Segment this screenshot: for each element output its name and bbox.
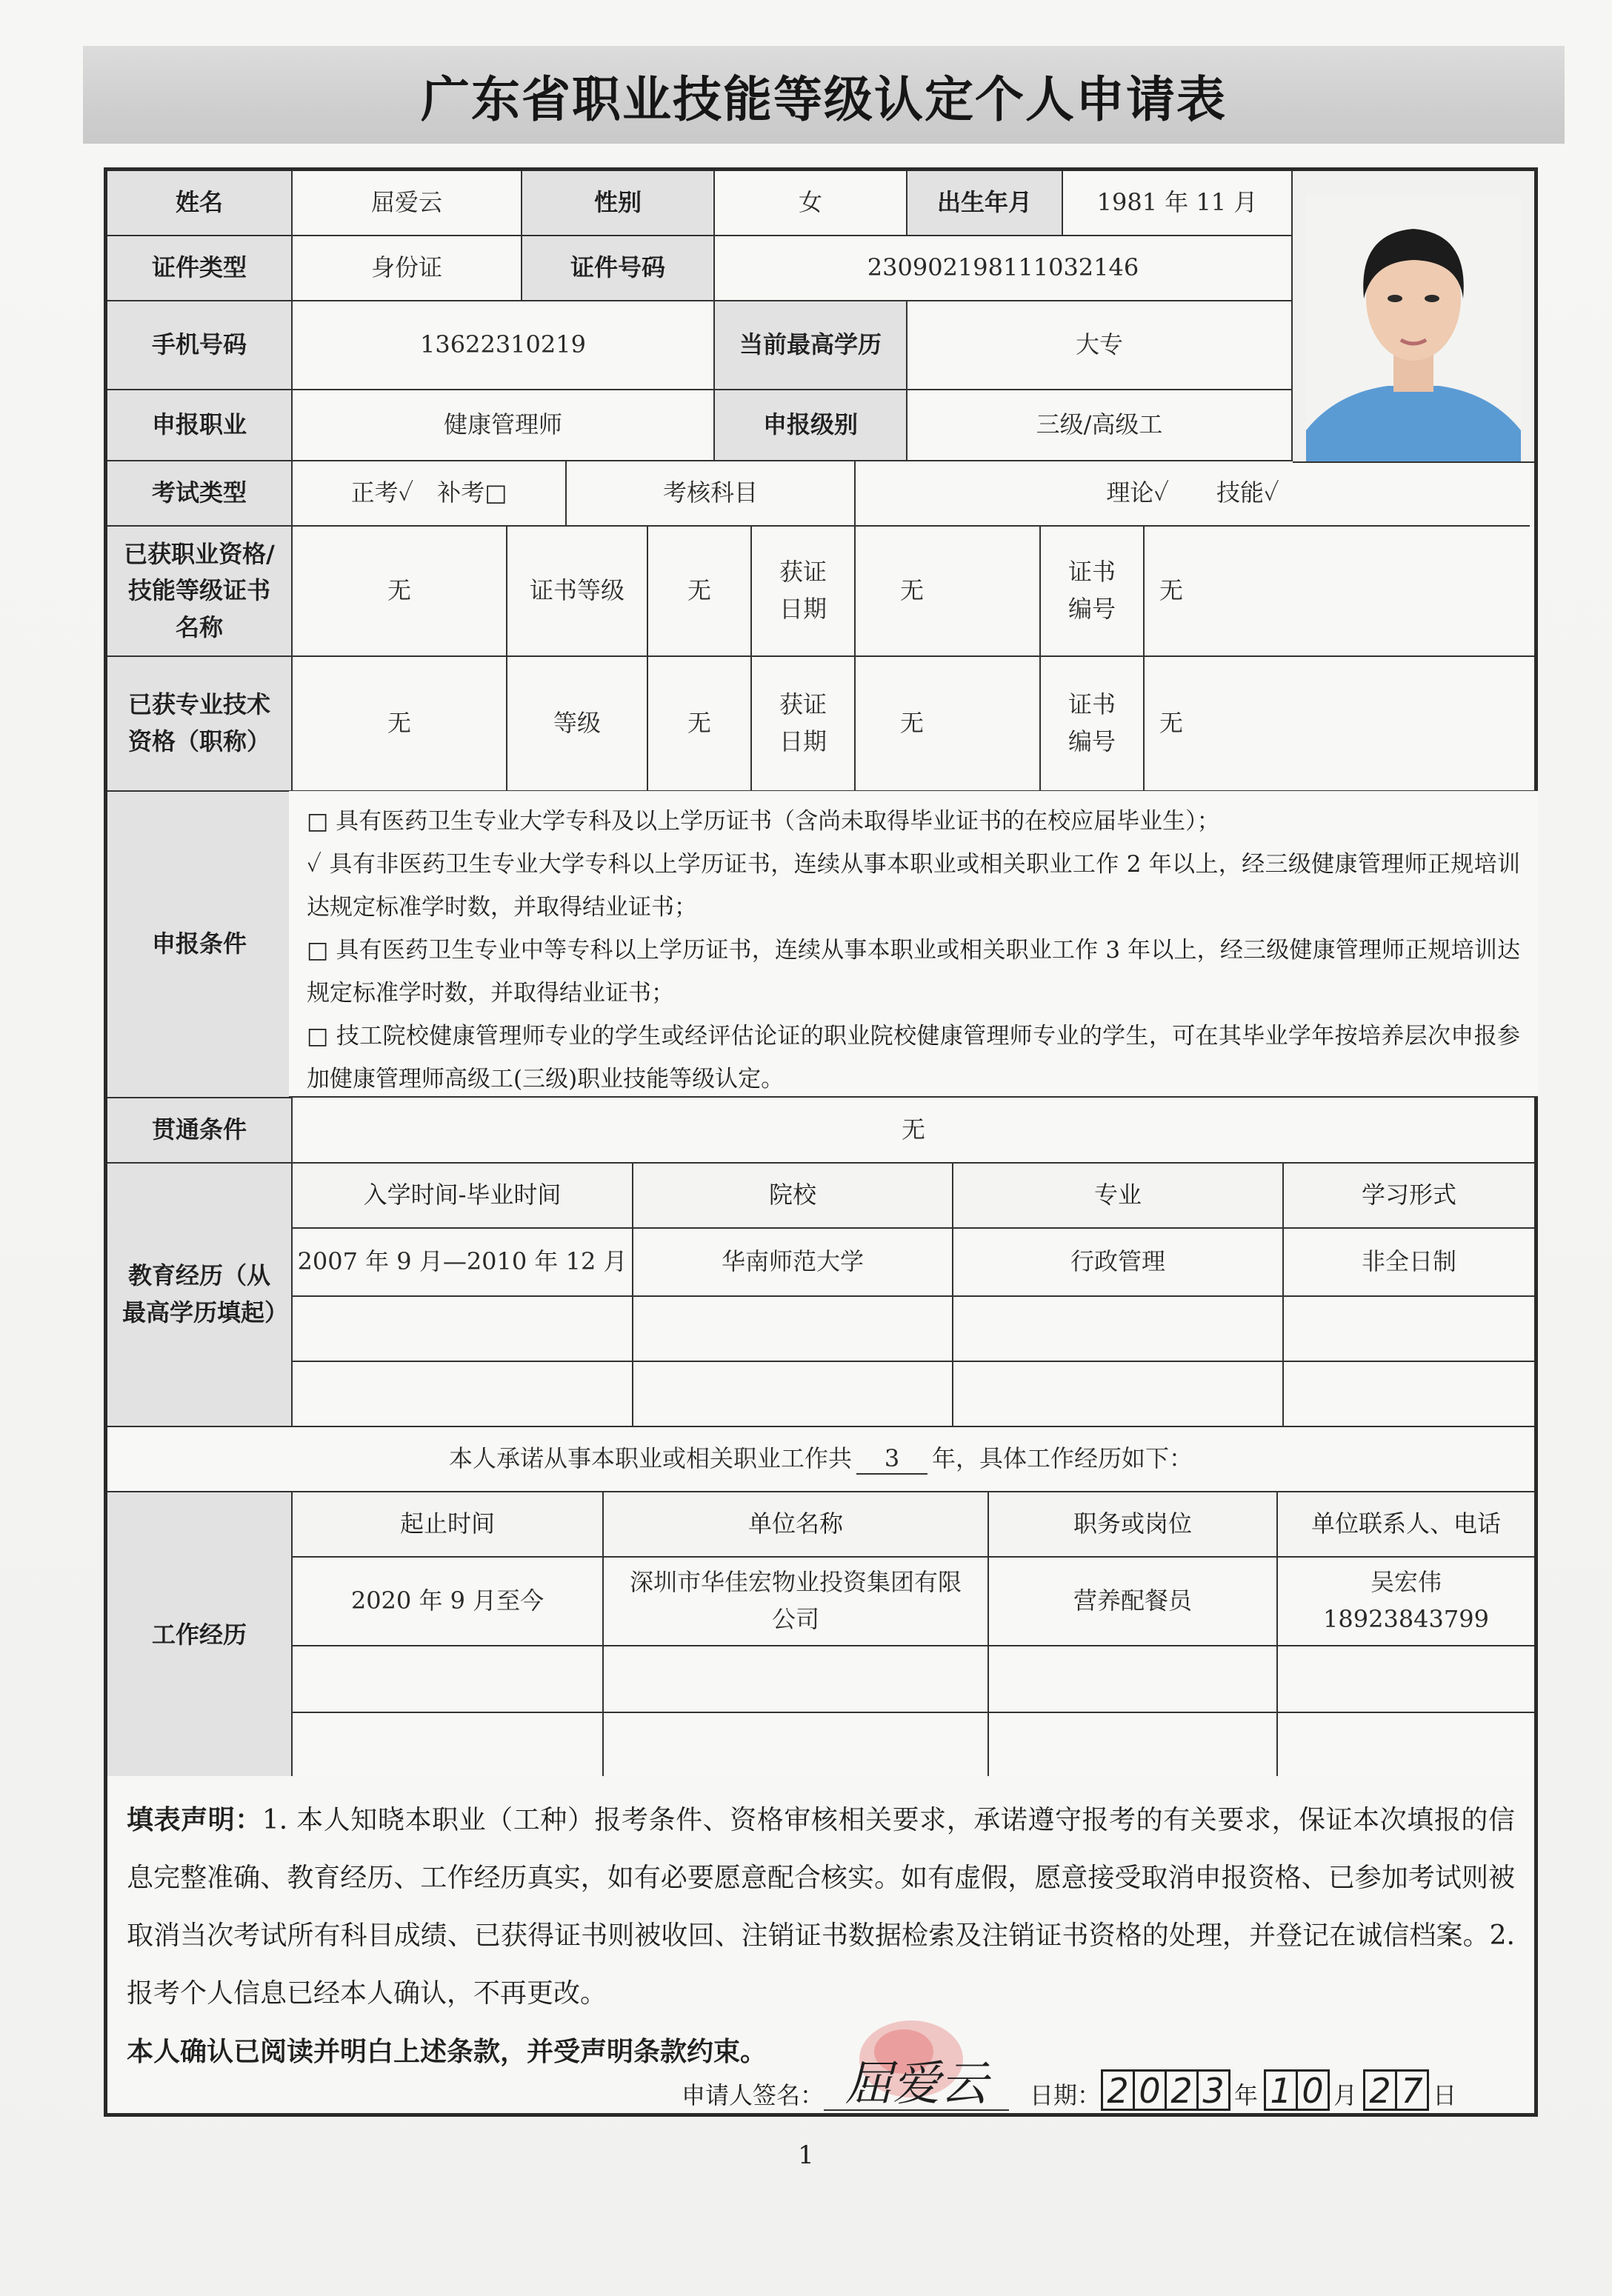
- condition-item: □ 具有医药卫生专业中等专科以上学历证书，连续从事本职业或相关职业工作 3 年以上，经三级健康管理师正规培训达规定标准学时数，并取得结业证书；: [307, 937, 1520, 1007]
- through-label: 贯通条件: [107, 1098, 293, 1164]
- name-value: 屈爱云: [293, 171, 522, 236]
- year-digit: 0: [1133, 2069, 1167, 2111]
- condition-item: ✓ 具有非医药卫生专业大学专科以上学历证书，连续从事本职业或相关职业工作 2 年以上，经三级健康管理师正规培训达规定标准学时数，并取得结业证书；: [307, 851, 1520, 921]
- conditions-label: 申报条件: [107, 792, 293, 1098]
- day-unit: 日: [1433, 2081, 1457, 2109]
- through-value: 无: [293, 1098, 1534, 1164]
- work-empty-cell: [604, 1713, 989, 1780]
- exam-type-label: 考试类型: [107, 461, 293, 527]
- signature: 屈爱云: [824, 2059, 1009, 2111]
- declaration-confirm: 本人确认已阅读并明白上述条款，并受声明条款约束。: [127, 2036, 767, 2067]
- declaration-head: 填表声明：: [127, 1804, 262, 1835]
- work-label: 工作经历: [107, 1492, 293, 1780]
- education-header-school: 院校: [633, 1164, 953, 1229]
- sign-label: 申请人签名：: [682, 2081, 825, 2109]
- page-number: 1: [798, 2140, 814, 2170]
- signature-row: [682, 2059, 1456, 2111]
- work-empty-cell: [989, 1646, 1278, 1713]
- phone-value: 13622310219: [293, 301, 715, 390]
- education-empty-cell: [953, 1297, 1284, 1362]
- professional-level-label: 等级: [507, 657, 648, 792]
- education-row-time: 2007 年 9 月—2010 年 12 月: [293, 1229, 633, 1297]
- work-empty-cell: [1278, 1646, 1534, 1713]
- year-digit: 2: [1165, 2069, 1199, 2111]
- subject-value: 理论✓ 技能✓: [856, 461, 1530, 527]
- work-header-time: 起止时间: [293, 1492, 604, 1558]
- subject-label: 考核科目: [567, 461, 856, 527]
- work-row-time: 2020 年 9 月至今: [293, 1558, 604, 1646]
- work-promise: [107, 1427, 1534, 1492]
- day-digit: 2: [1363, 2069, 1397, 2111]
- professional-date-label: 获证日期: [752, 657, 856, 792]
- education-header-major: 专业: [953, 1164, 1284, 1229]
- professional-date: 无: [856, 657, 1041, 792]
- date-label: 日期：: [1030, 2081, 1102, 2109]
- applicant-photo: [1293, 171, 1534, 463]
- work-promise-before: 本人承诺从事本职业或相关职业工作共: [448, 1444, 852, 1473]
- qualification-level: 无: [648, 527, 752, 657]
- education-empty-cell: [1284, 1297, 1534, 1362]
- year-digit: 2: [1101, 2069, 1135, 2111]
- professional-no-label: 证书编号: [1041, 657, 1145, 792]
- qualification-label: 已获职业资格/技能等级证书名称: [107, 527, 293, 657]
- qualification-no-label: 证书编号: [1041, 527, 1145, 657]
- work-years: 3: [856, 1444, 927, 1475]
- education-empty-cell: [293, 1362, 633, 1427]
- education-header-time: 入学时间-毕业时间: [293, 1164, 633, 1229]
- day-digit: 7: [1395, 2069, 1429, 2111]
- condition-item: □ 具有医药卫生专业大学专科及以上学历证书（含尚未取得毕业证书的在校应届毕业生）；: [307, 808, 1220, 835]
- education-header-form: 学习形式: [1284, 1164, 1534, 1229]
- education-row-major: 行政管理: [953, 1229, 1284, 1297]
- idno-label: 证件号码: [522, 236, 715, 301]
- qualification-date: 无: [856, 527, 1041, 657]
- qualification-date-label: 获证日期: [752, 527, 856, 657]
- level-value: 三级/高级工: [907, 390, 1293, 461]
- edu-label: 当前最高学历: [715, 301, 907, 390]
- idtype-label: 证件类型: [107, 236, 293, 301]
- birth-label: 出生年月: [907, 171, 1063, 236]
- education-label: 教育经历（从最高学历填起）: [107, 1164, 293, 1427]
- gender-value: 女: [715, 171, 907, 236]
- work-empty-cell: [604, 1646, 989, 1713]
- title-bar: [83, 46, 1565, 144]
- idtype-value: 身份证: [293, 236, 522, 301]
- condition-item: □ 技工院校健康管理师专业的学生或经评估论证的职业院校健康管理师专业的学生，可在其毕业学年按培养层次申报参加健康管理师高级工(三级)职业技能等级认定。: [307, 1023, 1520, 1092]
- conditions-list: [289, 791, 1538, 1098]
- form-title: 广东省职业技能等级认定个人申请表: [421, 70, 1227, 128]
- idno-value: 230902198111032146: [715, 236, 1293, 301]
- portrait-image: [1306, 195, 1521, 461]
- edu-value: 大专: [907, 301, 1293, 390]
- birth-value: 1981 年 11 月: [1063, 171, 1293, 236]
- work-row-contact: 吴宏伟 18923843799: [1278, 1558, 1534, 1646]
- qualification-name: 无: [293, 527, 507, 657]
- phone-label: 手机号码: [107, 301, 293, 390]
- year-digit: 3: [1196, 2069, 1230, 2111]
- work-empty-cell: [989, 1713, 1278, 1780]
- month-digit: 0: [1296, 2069, 1330, 2111]
- date-month-boxes: [1264, 2069, 1328, 2111]
- work-header-contact: 单位联系人、电话: [1278, 1492, 1534, 1558]
- gender-label: 性别: [522, 171, 715, 236]
- job-label: 申报职业: [107, 390, 293, 461]
- qualification-no: 无: [1145, 527, 1534, 657]
- year-unit: 年: [1234, 2081, 1259, 2109]
- qualification-level-label: 证书等级: [507, 527, 648, 657]
- work-empty-cell: [293, 1713, 604, 1780]
- education-row-form: 非全日制: [1284, 1229, 1534, 1297]
- job-value: 健康管理师: [293, 390, 715, 461]
- month-unit: 月: [1333, 2081, 1358, 2109]
- date-year-boxes: [1101, 2069, 1228, 2111]
- education-empty-cell: [1284, 1362, 1534, 1427]
- education-empty-cell: [293, 1297, 633, 1362]
- professional-name: 无: [293, 657, 507, 792]
- declaration-text: 1. 本人知晓本职业（工种）报考条件、资格审核相关要求，承诺遵守报考的有关要求，保证本次填报的信息完整准确、教育经历、工作经历真实，如有必要愿意配合核实。如有虚假，愿意接受取消申报资格、已参加考试则被取消当次考试所有科目成绩、已获得证书则被收回、注销证书数据检索及注销证书资格的处理，并登记在诚信档案。2. 报考个人信息已经本人确认，不再更改。: [127, 1805, 1515, 2009]
- work-empty-cell: [293, 1646, 604, 1713]
- education-empty-cell: [953, 1362, 1284, 1427]
- work-row-position: 营养配餐员: [989, 1558, 1278, 1646]
- name-label: 姓名: [107, 171, 293, 236]
- work-header-position: 职务或岗位: [989, 1492, 1278, 1558]
- work-promise-after: 年，具体工作经历如下：: [932, 1444, 1193, 1473]
- exam-type-value: 正考✓ 补考□: [293, 461, 567, 527]
- work-header-company: 单位名称: [604, 1492, 989, 1558]
- education-empty-cell: [633, 1362, 953, 1427]
- level-label: 申报级别: [715, 390, 907, 461]
- work-empty-cell: [1278, 1713, 1534, 1780]
- date-day-boxes: [1363, 2069, 1427, 2111]
- education-row-school: 华南师范大学: [633, 1229, 953, 1297]
- professional-no: 无: [1145, 657, 1534, 792]
- work-row-company: 深圳市华佳宏物业投资集团有限公司: [604, 1558, 989, 1646]
- professional-label: 已获专业技术资格（职称）: [107, 657, 293, 792]
- education-empty-cell: [633, 1297, 953, 1362]
- professional-level: 无: [648, 657, 752, 792]
- month-digit: 1: [1264, 2069, 1298, 2111]
